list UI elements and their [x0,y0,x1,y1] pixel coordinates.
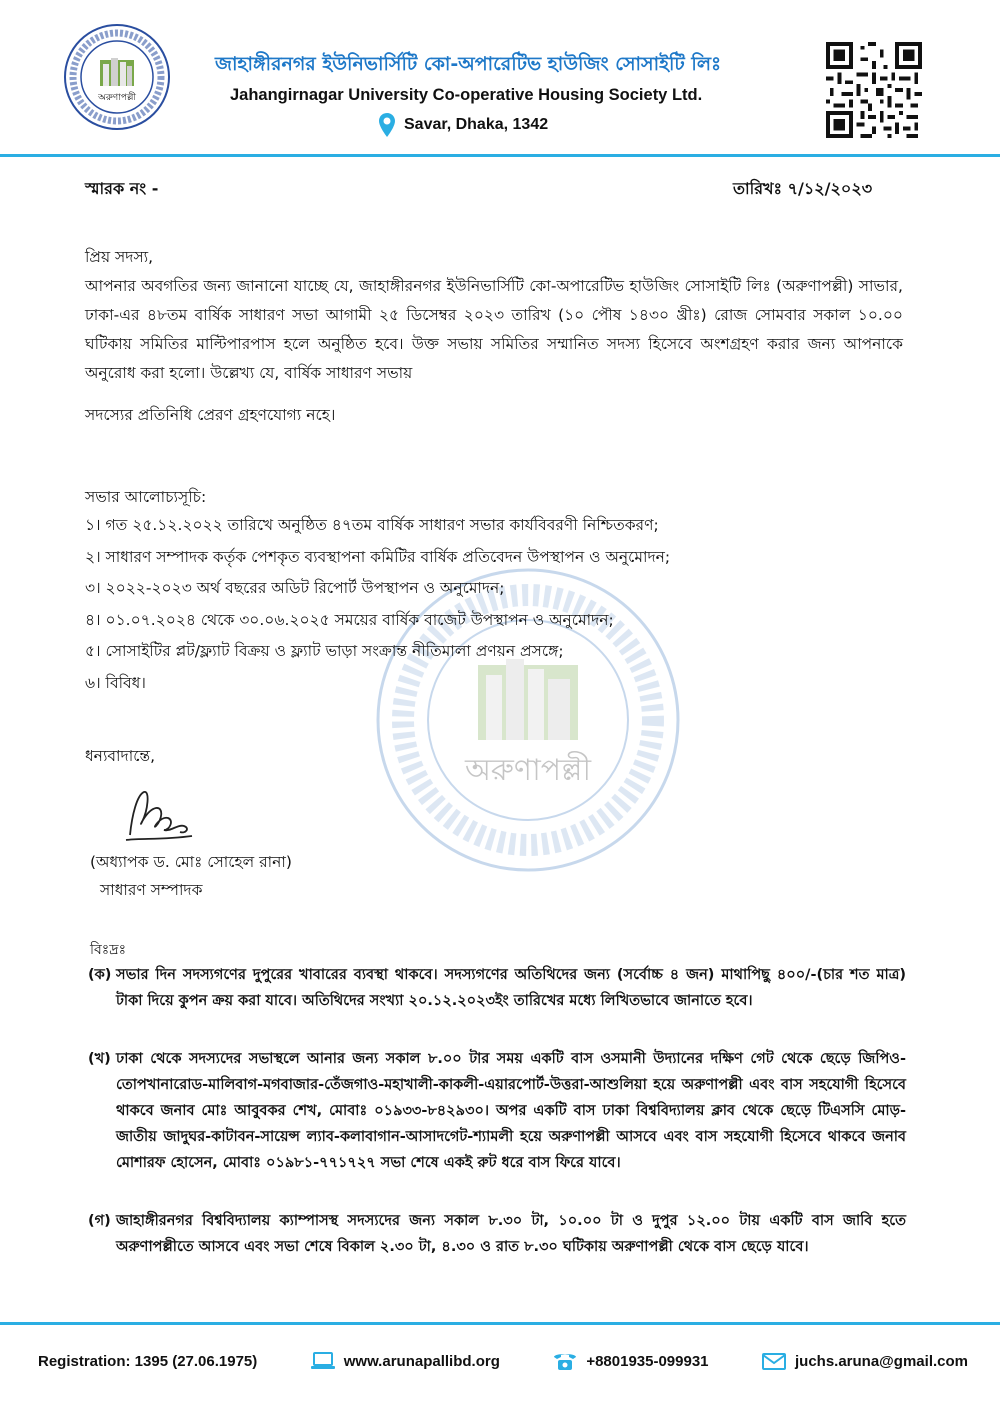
society-title-bn: জাহাঙ্গীরনগর ইউনিভার্সিটি কো-অপারেটিভ হাউজিং সোসাইটি লিঃ [215,53,722,75]
footer-divider [0,1322,1000,1325]
agenda-list [85,513,670,702]
society-title-en: Jahangirnagar University Co-operative Housing Society Ltd. [230,86,703,104]
note-label: (ক) [88,967,112,983]
website-link[interactable] [310,1350,500,1372]
society-logo [62,22,172,132]
telephone-icon [552,1350,578,1372]
registration: Registration: 1395 (27.06.1975) [38,1352,258,1370]
email-link[interactable] [761,1350,968,1372]
note-item [88,1046,908,1186]
note-item [88,1208,908,1268]
location-pin-icon [378,112,396,138]
note-label: (খ) [88,1051,111,1067]
agenda-item: ৪। ০১.০৭.২০২৪ থেকে ৩০.০৬.২০২৫ সময়ের বার্ষিক বাজেট উপস্থাপন ও অনুমোদন; [85,610,614,629]
agenda-item: ৬। বিবিধ। [85,673,146,692]
agenda-item: ৫। সোসাইটির প্লট/ফ্ল্যাট বিক্রয় ও ফ্ল্যাট ভাড়া সংক্রান্ত নীতিমালা প্রণয়ন প্রসঙ্গে; [85,642,564,660]
qr-code[interactable] [826,42,922,138]
agenda-item: ৩। ২০২২-২০২৩ অর্থ বছরের অডিট রিপোর্ট উপস্থাপন ও অনুমোদন; [85,579,505,597]
intro-paragraph-end: সদস্যের প্রতিনিধি প্রেরণ গ্রহণযোগ্য নহে। [85,406,336,424]
phone-link[interactable] [552,1350,708,1372]
letter-date: তারিখঃ ৭/১২/২০২৩ [733,179,873,198]
agenda-title: সভার আলোচ্যসূচি: [85,488,207,506]
envelope-icon [761,1350,787,1372]
email-text: juchs.aruna@gmail.com [794,1352,968,1370]
agenda-item: ২। সাধারণ সম্পাদক কর্তৃক পেশকৃত ব্যবস্থাপনা কমিটির বার্ষিক প্রতিবেদন উপস্থাপন ও অনুমোদন; [85,547,671,566]
footer [38,1350,968,1372]
signer-name: (অধ্যাপক ড. মোঃ সোহেল রানা) [90,853,292,871]
location-text: Savar, Dhaka, 1342 [404,116,549,133]
note-text: ঢাকা থেকে সদস্যদের সভাস্থলে আনার জন্য সকাল ৮.০০ টার সময় একটি বাস ওসমানী উদ্যানের দক্ষিণ গেট থেকে ছেড়ে জিপিও-তোপখানারোড-মালিবাগ-মগবাজার-তেঁজগাও-মহাখালী-কাকলী-এয়ারপোর্ট-উত্তরা-আশুলিয়া হয়ে অরুণাপল্লী এবং বাস সহযোগী হিসেবে থাকবে জনাব মোঃ আবুবকর শেখ, মোবাঃ ০১৯৩৩-৮৪২৯৩০। অপর একটি বাস ঢাকা বিশ্ববিদ্যালয় ক্লাব থেকে ছেড়ে টিএসসি মোড়-জাতীয় জাদুঘর-কাটাবন-সায়েন্স ল্যাব-কলাবাগান-আসাদগেট-শ্যামলী হয়ে অরুণাপল্লী আসবে এবং বাস সহযোগী হিসেবে থাকবে জনাব মোশারফ হোসেন, মোবাঃ ০১৯৮১-৭৭১৭২৭ সভা শেষে একই রুট ধরে বাস ফিরে যাবে। [116,1051,906,1171]
note-text: জাহাঙ্গীরনগর বিশ্ববিদ্যালয় ক্যাম্পাসস্থ সদস্যদের জন্য সকাল ৮.৩০ টা, ১০.০০ টা ও দুপুর ১২.০০ টায় একটি বাস জাবি হতে অরুণাপল্লীতে আসবে এবং সভা শেষে বিকাল ২.৩০ টা, ৪.৩০ ও রাত ৮.৩০ ঘটিকায় অরুণাপল্লী থেকে বাস ছেড়ে যাবে। [116,1213,906,1255]
signature [112,780,212,850]
laptop-icon [310,1350,336,1372]
notes-title: বিঃদ্রঃ [90,942,127,958]
signer-title: সাধারণ সম্পাদক [100,881,203,899]
logo-name: অরুণাপল্লী [98,93,136,103]
location-row [378,112,548,138]
header-divider [0,154,1000,157]
closing: ধন্যবাদান্তে, [85,747,156,765]
note-item [88,962,908,1022]
memo-number: স্মারক নং - [85,179,159,198]
agenda-item: ১। গত ২৫.১২.২০২২ তারিখে অনুষ্ঠিত ৪৭তম বার্ষিক সাধারণ সভার কার্যবিবরণী নিশ্চিতকরণ; [85,516,659,534]
salutation: প্রিয় সদস্য, [85,248,154,266]
note-label: (গ) [88,1213,111,1229]
intro-paragraph: আপনার অবগতির জন্য জানানো যাচ্ছে যে, জাহাঙ্গীরনগর ইউনিভার্সিটি কো-অপারেটিভ হাউজিং সোসাইটি লিঃ (অরুণাপল্লী) সাভার, ঢাকা-এর ৪৮তম বার্ষিক সাধারণ সভা আগামী ২৫ ডিসেম্বর ২০২৩ তারিখ (১০ পৌষ ১৪৩০ খ্রীঃ) রোজ সোমবার সকাল ১০.০০ ঘটিকায় সমিতির মাল্টিপারপাস হলে অনুষ্ঠিত হবে। উক্ত সভায় সমিতির সম্মানিত সদস্য হিসেবে অংশগ্রহণ করার জন্য আপনাকে অনুরোধ করা হলো। উল্লেখ্য যে, বার্ষিক সাধারণ সভায় [85,277,903,382]
website-text: www.arunapallibd.org [343,1352,500,1370]
watermark-name: অরুণাপল্লী [464,753,592,788]
phone-text: +8801935-099931 [586,1352,709,1370]
note-text: সভার দিন সদস্যগণের দুপুরের খাবারের ব্যবস্থা থাকবে। সদস্যগণের অতিথিদের জন্য (সর্বোচ্চ ৪ জন) মাথাপিছু ৪০০/-(চার শত মাত্র) টাকা দিয়ে কুপন ক্রয় করা যাবে। অতিথিদের সংখ্যা ২০.১২.২০২৩ইং তারিখের মধ্যে লিখিতভাবে জানাতে হবে। [116,967,906,1009]
